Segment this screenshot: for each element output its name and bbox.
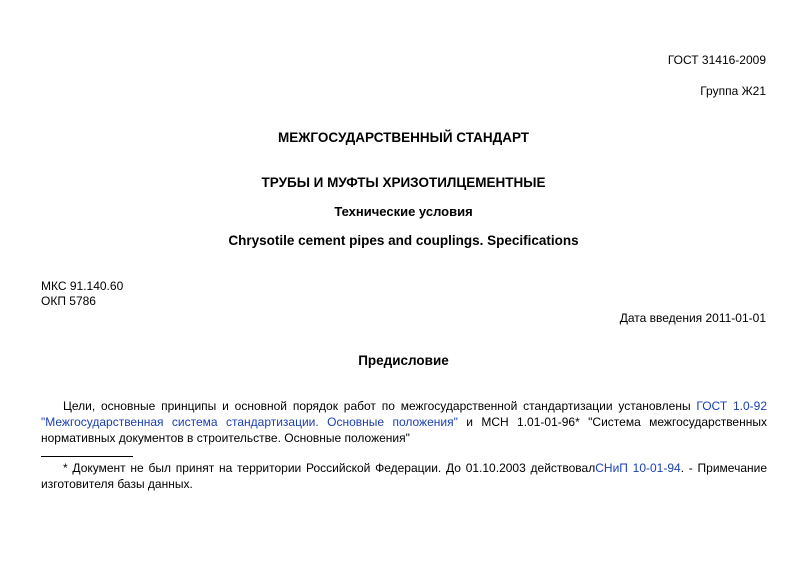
footnote-separator: [41, 456, 133, 457]
footnote-text-part-1: * Документ не был принят на территории Российской Федерации. До 01.10.2003 действовал: [63, 461, 596, 475]
foreword-paragraph: [41, 398, 767, 446]
mks-code: МКС 91.140.60: [41, 279, 124, 293]
okp-code: ОКП 5786: [41, 294, 96, 308]
standard-type-heading: МЕЖГОСУДАРСТВЕННЫЙ СТАНДАРТ: [277, 130, 530, 145]
doc-number: ГОСТ 31416-2009: [667, 53, 766, 67]
document-title: ТРУБЫ И МУФТЫ ХРИЗОТИЛЦЕМЕНТНЫЕ: [261, 175, 546, 190]
snip-10-01-94-link[interactable]: СНиП 10-01-94: [595, 461, 681, 475]
footnote: [41, 460, 767, 492]
footnote-text-part-2: . - Примечание изготовителя базы данных.: [41, 461, 768, 491]
foreword-heading: Предисловие: [358, 353, 449, 368]
group-label: Группа Ж21: [700, 84, 766, 98]
foreword-text-part-1: Цели, основные принципы и основной порядок работ по межгосударственной стандартизации установлены: [63, 399, 697, 413]
introduction-date: Дата введения 2011-01-01: [619, 311, 766, 325]
document-title-english: Chrysotile cement pipes and couplings. Specifications: [228, 233, 579, 248]
foreword-text-part-2: и МСН 1.01-01-96* "Система межгосударственных нормативных документов в строительстве. Основные положения": [41, 415, 767, 445]
gost-1-0-92-link[interactable]: ГОСТ 1.0-92 "Межгосударственная система стандартизации. Основные положения": [41, 399, 767, 429]
document-subtitle: Технические условия: [334, 204, 473, 219]
